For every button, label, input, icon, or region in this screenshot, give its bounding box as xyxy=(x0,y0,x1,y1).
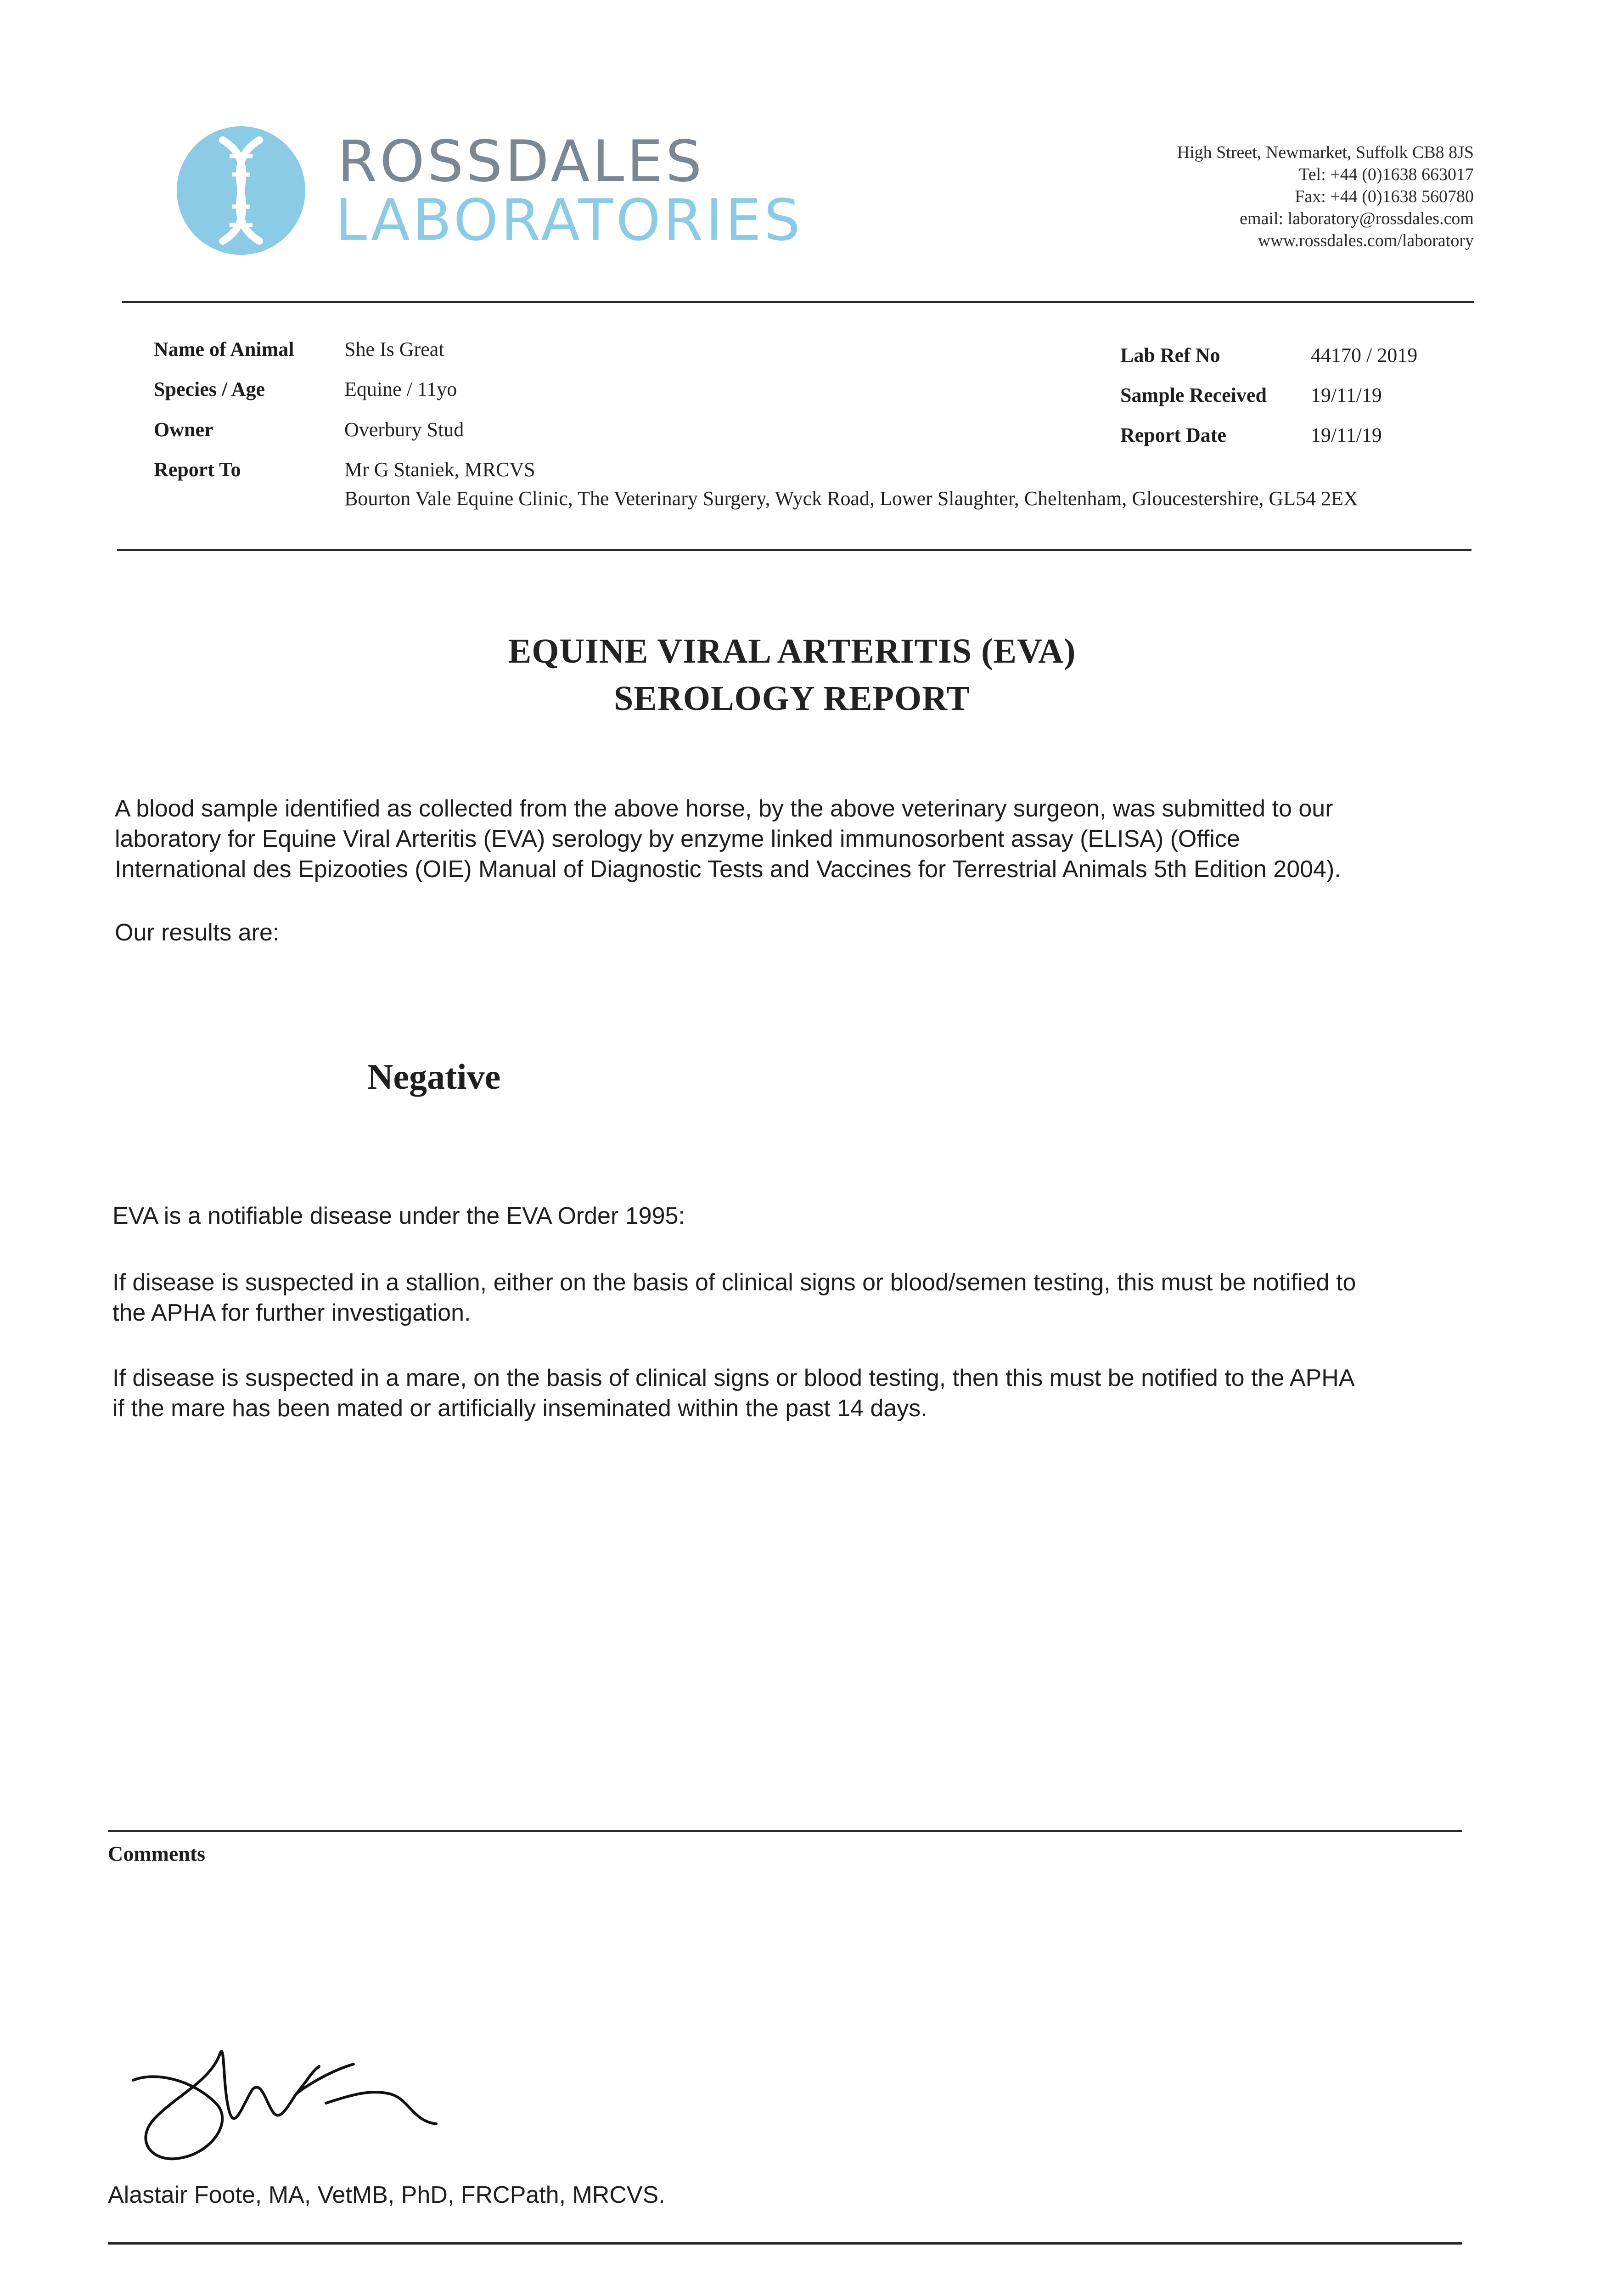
intro-line-2: laboratory for Equine Viral Arteritis (EVA) serology by enzyme linked immunosorbent assay (ELISA) (Office xyxy=(115,826,1240,852)
footer-divider xyxy=(108,2242,1462,2245)
report-to-address: Bourton Vale Equine Clinic, The Veterinary Surgery, Wyck Road, Lower Slaughter, Cheltenham, Gloucestershire, GL54 2EX xyxy=(344,487,1358,510)
owner-label: Owner xyxy=(154,418,213,441)
lab-ref-label: Lab Ref No xyxy=(1120,344,1220,366)
name-of-animal-value: She Is Great xyxy=(344,338,444,360)
address-tel: Tel: +44 (0)1638 663017 xyxy=(1299,165,1474,184)
header-divider xyxy=(122,301,1474,303)
address-website: www.rossdales.com/laboratory xyxy=(1258,231,1474,250)
species-age-value: Equine / 11yo xyxy=(344,378,457,400)
address-email: email: laboratory@rossdales.com xyxy=(1240,209,1474,228)
test-result: Negative xyxy=(367,1057,501,1097)
stallion-line-2: the APHA for further investigation. xyxy=(112,1300,471,1326)
brand-name-line1: ROSSDALES xyxy=(337,129,705,195)
brand-name-line2: LABORATORIES xyxy=(335,187,803,253)
name-of-animal-label: Name of Animal xyxy=(154,338,294,360)
report-to-label: Report To xyxy=(154,458,241,481)
species-age-label: Species / Age xyxy=(154,378,265,400)
signature-image xyxy=(115,2025,464,2177)
intro-line-3: International des Epizooties (OIE) Manual of Diagnostic Tests and Vaccines for Terrestrial Animals 5th Edition 2004). xyxy=(115,856,1341,883)
report-title-line1: EQUINE VIRAL ARTERITIS (EVA) xyxy=(508,632,1076,670)
report-date-value: 19/11/19 xyxy=(1311,424,1382,446)
owner-value: Overbury Stud xyxy=(344,418,464,441)
notifiable-statement: EVA is a notifiable disease under the EVA Order 1995: xyxy=(112,1203,685,1229)
mare-line-2: if the mare has been mated or artificially inseminated within the past 14 days. xyxy=(112,1395,927,1422)
comments-divider xyxy=(108,1830,1462,1832)
info-divider xyxy=(117,549,1471,551)
sample-received-value: 19/11/19 xyxy=(1311,384,1382,406)
logo-dna-icon xyxy=(174,124,308,257)
signatory-name: Alastair Foote, MA, VetMB, PhD, FRCPath, MRCVS. xyxy=(108,2182,665,2208)
sample-received-label: Sample Received xyxy=(1120,384,1267,406)
results-intro: Our results are: xyxy=(115,919,280,946)
intro-line-1: A blood sample identified as collected from the above horse, by the above veterinary surgeon, was submitted to our xyxy=(115,795,1333,822)
stallion-line-1: If disease is suspected in a stallion, either on the basis of clinical signs or blood/semen testing, this must be notified to xyxy=(112,1269,1356,1296)
mare-line-1: If disease is suspected in a mare, on the basis of clinical signs or blood testing, then this must be notified to the APHA xyxy=(112,1365,1355,1391)
address-street: High Street, Newmarket, Suffolk CB8 8JS xyxy=(1177,143,1474,162)
comments-label: Comments xyxy=(108,1842,206,1865)
report-date-label: Report Date xyxy=(1120,424,1226,446)
report-to-name: Mr G Staniek, MRCVS xyxy=(344,458,535,481)
report-title-line2: SEROLOGY REPORT xyxy=(614,679,970,718)
address-fax: Fax: +44 (0)1638 560780 xyxy=(1295,187,1474,206)
lab-ref-value: 44170 / 2019 xyxy=(1311,344,1418,366)
